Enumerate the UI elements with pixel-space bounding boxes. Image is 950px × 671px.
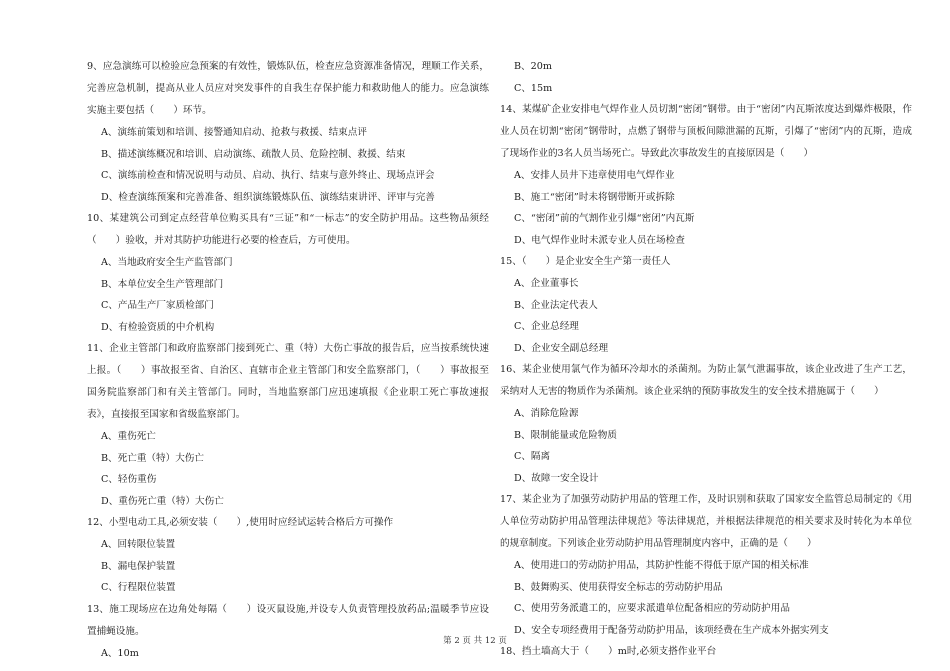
answer-option: B、20m [514, 61, 552, 72]
answer-option: B、限制能量或危险物质 [514, 429, 617, 441]
answer-option: C、“密闭”前的气割作业引爆“密闭”内瓦斯 [514, 213, 695, 224]
answer-option: D、有检验资质的中介机构 [101, 321, 215, 333]
question-text: 10、某建筑公司到定点经营单位购买具有“三证”和“一标志”的安全防护用品。这些物品须经（ ）验收，并对其防护功能进行必要的检查后，方可使用。 [87, 213, 489, 246]
answer-option: D、企业安全副总经理 [514, 342, 609, 354]
answer-option: A、重伤死亡 [101, 431, 156, 442]
answer-option: D、电气焊作业时未派专业人员在场检查 [514, 234, 685, 246]
question-text: 11、企业主管部门和政府监察部门接到死亡、重（特）大伤亡事故的报告后，应当按系统快速上报。（ ）事故报至省、自治区、直辖市企业主管部门和安全监察部门，（ ）事故报至国务院监察部门和有关主管部门。同时，当地监察部门应迅速填报《企业职工死亡事故速报表》，直接报至国家和省级监察部门。 [87, 343, 489, 420]
question-block [87, 512, 489, 599]
question-block [500, 56, 912, 99]
question-block [500, 99, 912, 251]
question-block [500, 359, 912, 489]
answer-option: A、安排人员井下违章使用电气焊作业 [514, 170, 675, 181]
answer-option: C、轻伤重伤 [101, 474, 157, 485]
left-column [87, 56, 489, 664]
question-text: 12、小型电动工具,必须安装（ ）,使用时应经试运转合格后方可操作 [87, 517, 394, 528]
question-block [500, 251, 912, 359]
answer-option: C、产品生产厂家质检部门 [101, 300, 214, 311]
answer-option: D、检查演练预案和完善准备、组织演练锻炼队伍、演练结束讲评、评审与完善 [101, 191, 435, 203]
answer-option: A、当地政府安全生产监管部门 [101, 257, 233, 268]
answer-option: C、企业总经理 [514, 321, 579, 332]
right-column [500, 56, 912, 663]
answer-option: D、安全专项经费用于配备劳动防护用品，该项经费在生产成本外据实列支 [514, 624, 829, 636]
answer-option: C、15m [514, 82, 553, 94]
question-text: 18、挡土墙高大于（ ）m时,必须支搭作业平台 [500, 646, 717, 657]
answer-option: B、描述演练概况和培训、启动演练、疏散人员、危险控制、救援、结束 [101, 148, 406, 160]
question-text: 16、某企业使用氯气作为循环冷却水的杀菌剂。为防止氯气泄漏事故，该企业改进了生产工艺，采纳对人无害的物质作为杀菌剂。该企业采纳的预防事故发生的安全技术措施属于（ ） [500, 364, 912, 397]
answer-option: A、演练前策划和培训、接警通知启动、抢救与救援、结束点评 [101, 127, 367, 138]
answer-option: A、10m [101, 647, 139, 659]
question-text: 17、某企业为了加强劳动防护用品的管理工作，及时识别和获取了国家安全监管总局制定的《用人单位劳动防护用品管理法律规范》等法律规范，并根据法律规范的相关要求及时转化为本单位的规章制度。下列该企业劳动防护用品管理制度内容中，正确的是（ ） [500, 494, 912, 549]
question-text: 14、某煤矿企业安排电气焊作业人员切割“密闭”钢带。由于“密闭”内瓦斯浓度达到爆炸极限，作业人员在切割“密闭”钢带时，点燃了钢带与顶板间隙泄漏的瓦斯，引爆了“密闭”内的瓦斯，造成了现场作业的3名人员当场死亡。导致此次事故发生的直接原因是（ ） [500, 104, 912, 159]
page-footer: 第 2 页 共 12 页 [443, 636, 507, 646]
answer-option: A、消除危险源 [514, 408, 579, 419]
answer-option: B、漏电保护装置 [101, 560, 176, 572]
question-text: 9、应急演练可以检验应急预案的有效性，锻炼队伍，检查应急资源准备情况，理顺工作关系，完善应急机制，提高从业人员应对突发事件的自我生存保护能力和救助他人的能力。应急演练实施主要包括（ ）环节。 [87, 61, 489, 116]
answer-option: B、鼓舞购买、使用获得安全标志的劳动防护用品 [514, 581, 723, 593]
answer-option: A、使用进口的劳动防护用品，其防护性能不得低于原产国的相关标准 [514, 560, 809, 571]
question-text: 13、施工现场应在边角处每隔（ ）设灭鼠设施,并设专人负责管理投放药品;温暖季节应设置捕蝇设施。 [87, 603, 489, 637]
answer-option: B、施工“密闭”时未将钢带断开或拆除 [514, 191, 675, 203]
answer-option: B、死亡重（特）大伤亡 [101, 452, 204, 464]
answer-option: B、企业法定代表人 [514, 299, 598, 311]
answer-option: D、故障一安全设计 [514, 472, 599, 484]
question-block [500, 489, 912, 641]
answer-option: A、回转限位装置 [101, 539, 176, 550]
answer-option: C、演练前检查和情况说明与动员、启动、执行、结束与意外终止、现场点评会 [101, 170, 435, 181]
question-text: 15、（ ）是企业安全生产第一责任人 [500, 256, 671, 267]
question-block [87, 56, 489, 208]
question-block [87, 599, 489, 665]
answer-option: C、行程限位装置 [101, 582, 176, 593]
answer-option: A、企业董事长 [514, 278, 579, 289]
question-block [87, 338, 489, 512]
question-block [87, 208, 489, 338]
answer-option: D、重伤死亡重（特）大伤亡 [101, 495, 224, 507]
answer-option: B、本单位安全生产管理部门 [101, 278, 224, 290]
answer-option: C、隔离 [514, 451, 551, 462]
answer-option: C、使用劳务派遣工的，应要求派遣单位配备相应的劳动防护用品 [514, 603, 790, 614]
